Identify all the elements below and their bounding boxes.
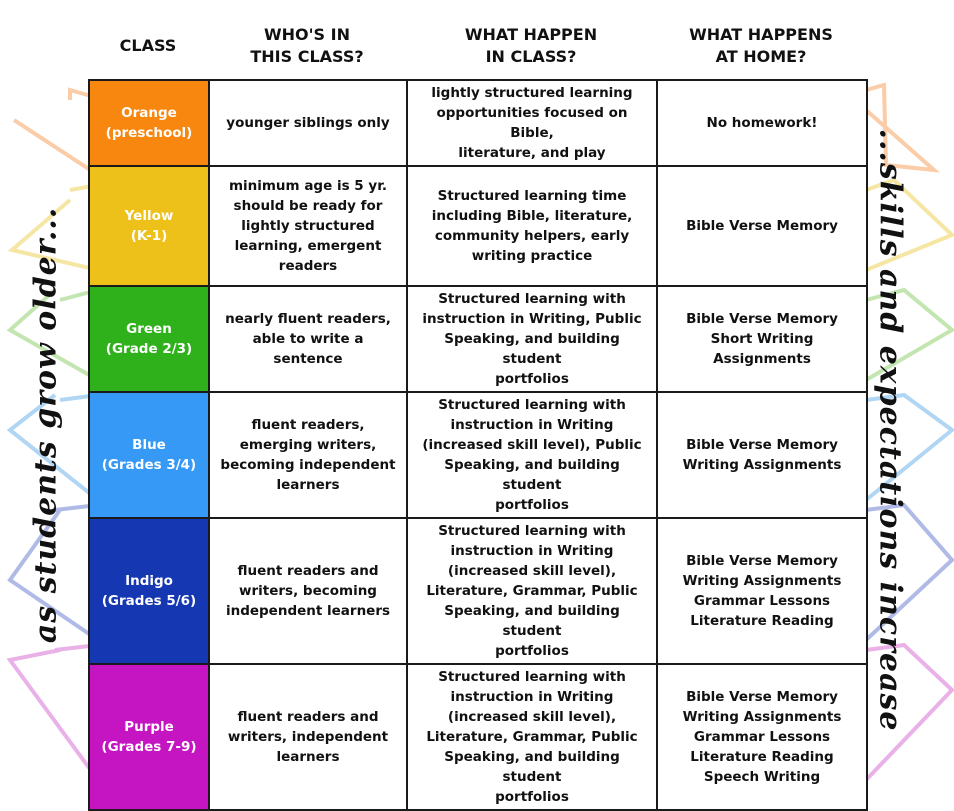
- who-cell: fluent readers and writers, independent learners: [209, 664, 407, 810]
- table-row: [89, 392, 867, 518]
- in-class-cell: lightly structured learning opportunities focused on Bible, literature, and play: [407, 80, 657, 166]
- class-cell-yellow: Yellow (K-1): [89, 166, 209, 286]
- header-what-in-class: WHAT HAPPEN IN CLASS?: [464, 24, 598, 66]
- header-class: CLASS: [119, 35, 177, 55]
- header-what-at-home: WHAT HAPPENS AT HOME?: [689, 24, 833, 66]
- table-row: [89, 80, 867, 166]
- class-cell-blue: Blue (Grades 3/4): [89, 392, 209, 518]
- class-table: [88, 79, 868, 811]
- at-home-cell: Bible Verse Memory Writing Assignments Grammar Lessons Literature Reading Speech Writing: [657, 664, 867, 810]
- side-caption-right: ...skills and expectations increase: [872, 128, 908, 732]
- who-cell: minimum age is 5 yr. should be ready for lightly structured learning, emergent readers: [209, 166, 407, 286]
- in-class-cell: Structured learning time including Bible, literature, community helpers, early writing practice: [407, 166, 657, 286]
- table-row: [89, 166, 867, 286]
- at-home-cell: Bible Verse Memory Writing Assignments Grammar Lessons Literature Reading: [657, 518, 867, 664]
- who-cell: fluent readers, emerging writers, becoming independent learners: [209, 392, 407, 518]
- at-home-cell: Bible Verse Memory: [657, 166, 867, 286]
- table-row: [89, 518, 867, 664]
- at-home-cell: No homework!: [657, 80, 867, 166]
- in-class-cell: Structured learning with instruction in Writing (increased skill level), Literature, Grammar, Public Speaking, and building student portfolios: [407, 664, 657, 810]
- table-row: [89, 286, 867, 392]
- in-class-cell: Structured learning with instruction in Writing (increased skill level), Literature, Grammar, Public Speaking, and building student portfolios: [407, 518, 657, 664]
- table-row: [89, 664, 867, 810]
- class-cell-green: Green (Grade 2/3): [89, 286, 209, 392]
- side-caption-left: as students grow older...: [28, 206, 64, 644]
- table-header: [88, 18, 866, 73]
- header-who: WHO'S IN THIS CLASS?: [250, 24, 364, 66]
- at-home-cell: Bible Verse Memory Writing Assignments: [657, 392, 867, 518]
- class-cell-orange: Orange (preschool): [89, 80, 209, 166]
- who-cell: fluent readers and writers, becoming independent learners: [209, 518, 407, 664]
- who-cell: younger siblings only: [209, 80, 407, 166]
- who-cell: nearly fluent readers, able to write a sentence: [209, 286, 407, 392]
- in-class-cell: Structured learning with instruction in Writing (increased skill level), Public Speaking, and building student portfolios: [407, 392, 657, 518]
- at-home-cell: Bible Verse Memory Short Writing Assignments: [657, 286, 867, 392]
- in-class-cell: Structured learning with instruction in Writing, Public Speaking, and building student portfolios: [407, 286, 657, 392]
- class-cell-purple: Purple (Grades 7-9): [89, 664, 209, 810]
- class-cell-indigo: Indigo (Grades 5/6): [89, 518, 209, 664]
